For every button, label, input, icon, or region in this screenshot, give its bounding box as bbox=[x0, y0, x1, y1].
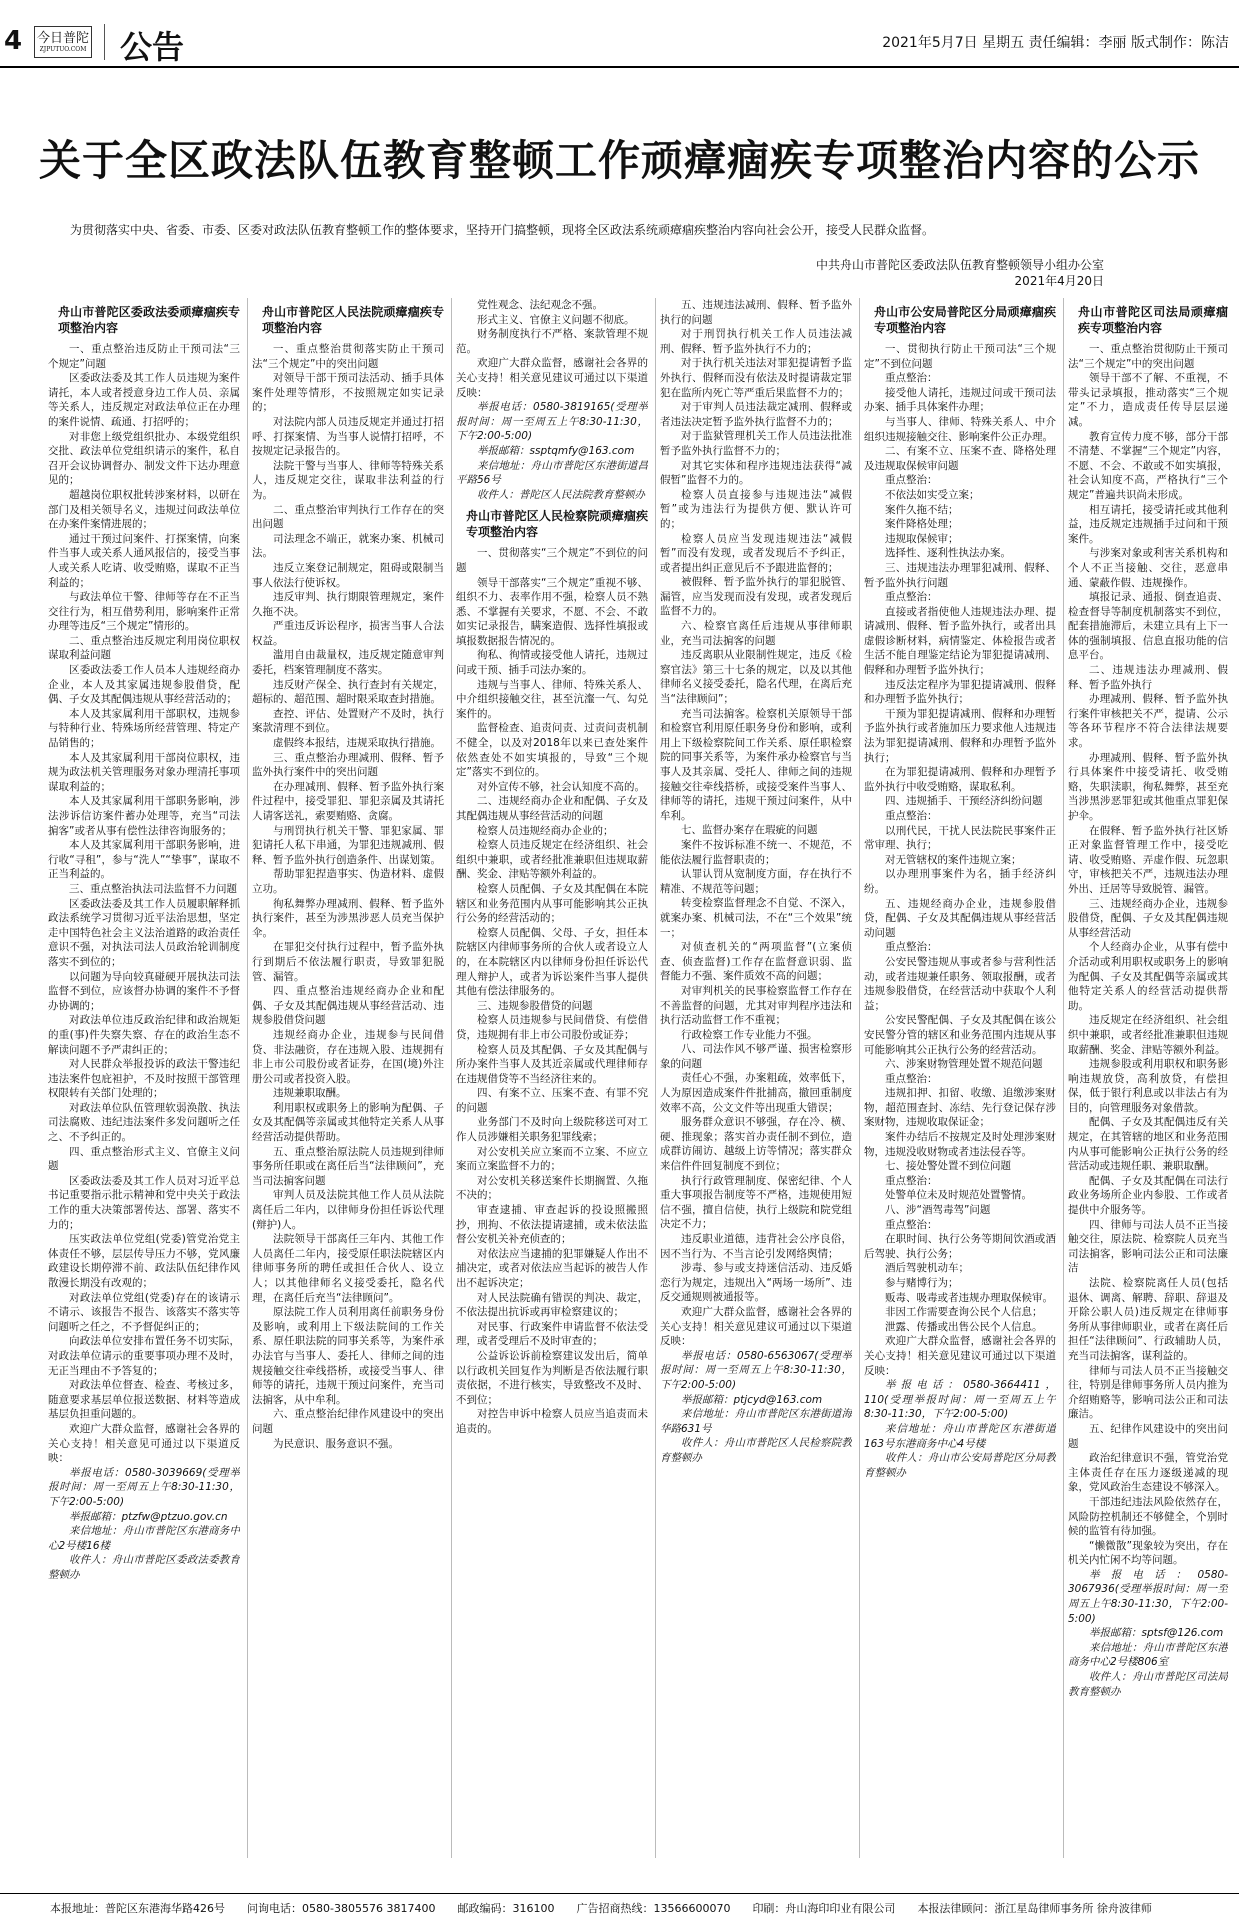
paragraph: 三、重点整治办理减刑、假释、暂予监外执行案件中的突出问题 bbox=[252, 751, 444, 779]
contact-line: 收件人：舟山市普陀区人民检察院教育整顿办 bbox=[660, 1437, 852, 1464]
paragraph: 律师与司法人员不正当接触交往，特别是律师事务所人员内推为介绍贿赂等，影响司法公正和司法廉洁。 bbox=[1068, 1364, 1228, 1421]
paragraph: 对公安机关应立案而不立案、不应立案而立案监督不力的； bbox=[456, 1145, 648, 1173]
paragraph: 被假释、暂予监外执行的罪犯脱管、漏管，应当发现而没有发现，或者发现后监督不力的。 bbox=[660, 576, 852, 618]
paragraph: 区委政法委及其工作人员违规为案件请托，本人或者授意身边工作人员、亲属等关系人，违反规定对政法单位正在办理的案件说情、疏通、打招呼的； bbox=[48, 372, 240, 428]
paragraph: 接受他人请托，违规过问或干预司法办案、插手具体案件办理； bbox=[864, 386, 1056, 414]
paragraph: 直接或者指使他人违规违法办理、提请减刑、假释、暂予监外执行，或者出具虚假诊断材料，病情鉴定、体检报告或者生活不能自理鉴定结论为罪犯提请减刑、假释和办理暂予监外执行； bbox=[864, 605, 1056, 677]
paragraph: 干预为罪犯提请减刑、假释和办理暂予监外执行或者施加压力要求他人违规违法为罪犯提请减刑、假释和办理暂予监外执行； bbox=[864, 707, 1056, 764]
paragraph: 重点整治： bbox=[885, 941, 938, 954]
paragraph: 选择性、逐利性执法办案。 bbox=[885, 547, 1011, 560]
paragraph: 检察人员直接参与违规违法“减假暂”或为违法行为提供方便、默认许可的； bbox=[660, 488, 852, 530]
paragraph: 二、重点整治审判执行工作存在的突出问题 bbox=[252, 503, 444, 531]
paragraph: 区委政法委及其工作人员对习近平总书记重要指示批示精神和党中央关于政法工作的重大决策部署传达、部署、落实不力的； bbox=[48, 1174, 240, 1231]
paragraph: 一、重点整治贯彻落实防止干预司法“三个规定”中的突出问题 bbox=[252, 343, 444, 370]
paragraph: 行政检察工作专业能力不强。 bbox=[681, 1028, 818, 1041]
paragraph: 对于执行机关违法对罪犯提请暂予监外执行、假释而没有依法及时提请裁定罪犯在监所内死亡等严重后果监督不力的； bbox=[660, 357, 852, 399]
paragraph: 三、违规违法办理罪犯减刑、假释、暂予监外执行问题 bbox=[864, 561, 1056, 589]
paragraph: 重点整治： bbox=[885, 1072, 938, 1085]
paragraph: 违规参股或利用职权和职务影响违规放贷，高利放贷，有偿担保，低于银行利息或以非法占有为目的，向管理服务对象借款。 bbox=[1068, 1058, 1228, 1114]
paragraph: 一、贯彻执行防止干预司法“三个规定”不到位问题 bbox=[864, 343, 1056, 370]
paragraph: 在罪犯交付执行过程中，暂予监外执行到期后不依法履行职责，导致罪犯脱管、漏管。 bbox=[252, 941, 444, 983]
paragraph: 办理减刑、假释、暂予监外执行具体案件中接受请托、收受贿赂，失职渎职，徇私舞弊，甚至充当涉黑涉恶罪犯或其他重点罪犯保护伞。 bbox=[1068, 751, 1228, 822]
paragraph: 为民意识、服务意识不强。 bbox=[273, 1437, 399, 1450]
paragraph: 六、重点整治纪律作风建设中的突出问题 bbox=[252, 1408, 444, 1435]
paragraph: 二、违规违法办理减刑、假释、暂予监外执行 bbox=[1068, 664, 1228, 691]
paragraph: 四、重点整治违规经商办企业和配偶、子女及其配偶违规从事经营活动、违规参股借贷问题 bbox=[252, 985, 444, 1027]
paragraph: 五、纪律作风建设中的突出问题 bbox=[1068, 1422, 1228, 1450]
paragraph: 对政法单位违反政治纪律和政治规矩的重(事)件失察失察、存在的政治生态不解读问题不予严肃纠正的； bbox=[48, 1014, 240, 1056]
paragraph: 党性观念、法纪观念不强。 bbox=[477, 299, 603, 311]
paragraph: 重点整治： bbox=[885, 474, 938, 487]
paragraph: 与刑罚执行机关干警、罪犯家属、罪犯请托人私下串通，为罪犯违规减刑、假释、暂予监外执行创造条件、出谋划策。 bbox=[252, 824, 444, 866]
paragraph: 业务部门不及时向上级院移送可对工作人员涉嫌相关职务犯罪线索； bbox=[456, 1116, 648, 1144]
paragraph: 欢迎广大群众监督，感谢社会各界的关心支持！相关意见建议可通过以下渠道反映： bbox=[864, 1335, 1056, 1377]
paragraph: 通过干预过问案件、打探案情，向案件当事人或关系人通风报信的，接受当事人或关系人吃请、收受贿赂，谋取不正当利益的； bbox=[48, 532, 240, 589]
paragraph: 欢迎广大群众监督，感谢社会各界的关心支持！相关意见建议可通过以下渠道反映： bbox=[660, 1305, 852, 1348]
paragraph: 法院、检察院离任人员(包括退休、调离、解聘、辞职、辞退及开除公职人员)违反规定在律师事务所从事律师职业，或者在离任后担任“法律顾问”、行政辅助人员，充当司法掮客，谋利益的。 bbox=[1068, 1277, 1228, 1362]
paragraph: 三、违规经商办企业，违规参股借贷，配偶、子女及其配偶违规从事经营活动 bbox=[1068, 897, 1228, 939]
paragraph: 转变检察监督理念不自觉、不深入，就案办案、机械司法，不在“三个效果”统一； bbox=[660, 897, 852, 939]
paragraph: 四、律师与司法人员不正当接触交往，原法院、检察院人员充当司法掮客，影响司法公正和司法廉洁 bbox=[1068, 1218, 1228, 1275]
paragraph: 区委政法委工作人员本人违规经商办企业，本人及其家属违规参股借贷，配偶、子女及其配偶违规从事经营活动的； bbox=[48, 664, 240, 706]
contact-line: 举报电话：0580-6563067(受理举报时间：周一至周五上午8:30-11:30，下午2:00-5:00) bbox=[660, 1349, 852, 1391]
paragraph: 四、违规插手、干预经济纠纷问题 bbox=[885, 795, 1043, 808]
paragraph: 一、重点整治贯彻防止干预司法“三个规定”中的突出问题 bbox=[1068, 343, 1228, 370]
paragraph: 案件久拖不结； bbox=[885, 503, 959, 516]
paragraph: 处警单位未及时规范处置警情。 bbox=[885, 1189, 1032, 1202]
contact-line: 来信地址：舟山市普陀区东港街道昌平路56号 bbox=[456, 459, 648, 487]
paragraph: 八、涉“酒驾毒驾”问题 bbox=[885, 1204, 991, 1217]
header-divider bbox=[104, 24, 105, 60]
paragraph: 服务群众意识不够强，存在冷、横、硬、推现象；落实首办责任制不到位，造成群访闹访、越级上访等情况；落实群众来信件件回复制度不到位； bbox=[660, 1116, 852, 1173]
paragraph: 对控告申诉中检察人员应当追责而未追责的。 bbox=[456, 1408, 648, 1435]
paragraph: 公安民警配偶、子女及其配偶在该公安民警分管的辖区和业务范围内违规从事可能影响其公正执行公务的经营活动。 bbox=[864, 1014, 1056, 1056]
paragraph: 相互请托，接受请托或其他利益，违反规定违规插手过问和干预案件。 bbox=[1068, 503, 1228, 545]
article-intro: 为贯彻落实中央、省委、市委、区委对政法队伍教育整顿工作的整体要求，坚持开门搞整顿，现将全区政法系统顽瘴痼疾整治内容向社会公开，接受人民群众监督。 bbox=[70, 223, 935, 237]
column-divider bbox=[655, 298, 656, 1858]
paragraph: 原法院工作人员利用离任前职务身份及影响，或利用上下级法院间的工作关系、原任职法院的同事关系等，为案件承办法官与当事人、委托人、律师之间的违规接触交往牵线搭桥，或接受当事人、律师等的请托，违规干预过问案件，充当司法掮客，从中牟利。 bbox=[252, 1306, 444, 1406]
paragraph: 对非您上级党组织批办、本级党组织交批、政法单位党组织请示的案件，私自召开会议协调督办、制发文件下达办理意见的； bbox=[48, 430, 240, 487]
contact-line: 举报邮箱：ssptqmfy@163.com bbox=[477, 444, 635, 457]
paragraph: 利用职权或职务上的影响为配偶、子女及其配偶等亲属或其他特定关系人从事经营活动提供帮助。 bbox=[252, 1101, 444, 1144]
column-divider bbox=[859, 298, 860, 1858]
paragraph: 欢迎广大群众监督，感谢社会各界的关心支持！相关意见可通过以下渠道反映： bbox=[48, 1422, 240, 1465]
footer-item: 问询电话：0580-3805576 3817400 bbox=[247, 1902, 436, 1915]
paragraph: 检察人员违规经商办企业的； bbox=[477, 824, 614, 837]
paragraph: 责任心不强，办案粗疏，效率低下，人为原因造成案件件批捕高，撤回重制度效率不高，公文文件等出现重大错误； bbox=[660, 1072, 852, 1114]
paragraph: 执行行政管理制度、保密纪律、个人重大事项报告制度等不严格，违规使用短信不强，擅自信使，执行上级院和院党组决定不力； bbox=[660, 1174, 852, 1231]
paragraph: 政治纪律意识不强，管党治党主体责任存在压力逐级递减的现象，党风政治生态建设不够深入。 bbox=[1068, 1452, 1228, 1494]
paragraph: 法院领导干部离任三年内、其他工作人员离任二年内，接受原任职法院辖区内律师事务所的聘任或担任合伙人、设立人；以其他律师名义接受委托，隐名代理，在离任后充当“法律顾问”。 bbox=[252, 1233, 444, 1304]
column-1 bbox=[48, 298, 240, 1858]
paragraph: 重点整治： bbox=[885, 1218, 938, 1231]
contact-line: 举报电话：0580-3664411，110(受理举报时间：周一至周五上午8:30-11:30，下午2:00-5:00) bbox=[864, 1379, 1056, 1421]
paragraph: 填报记录、通报、倒查追责、检查督导等制度机制落实不到位，配套措施滞后，未建立具有上下一体的强制填报、信息直报功能的信息平台。 bbox=[1068, 591, 1228, 662]
contact-line: 举报邮箱：sptsf@126.com bbox=[1089, 1627, 1224, 1640]
paragraph: 对无管辖权的案件违规立案； bbox=[885, 853, 1022, 866]
logo-url: ZJPUTUO.COM bbox=[39, 46, 87, 53]
column-divider bbox=[1063, 298, 1064, 1858]
paragraph: 酒后驾驶机动车； bbox=[885, 1262, 969, 1275]
contact-line: 来信地址：舟山市普陀区东港商务中心2号楼806室 bbox=[1068, 1641, 1228, 1669]
column-divider bbox=[451, 298, 452, 1858]
paragraph: 案件不按诉标准不统一、不规范，不能依法履行监督职责的； bbox=[660, 838, 852, 866]
paragraph: 对依法应当逮捕的犯罪嫌疑人作出不捕决定，或者对依法应当起诉的被告人作出不起诉决定； bbox=[456, 1247, 648, 1289]
paragraph: 对政法单位督查、检查、考核过多，随意要求基层单位报送数据、材料等造成基层负担重问题的。 bbox=[48, 1379, 240, 1421]
column-divider bbox=[247, 298, 248, 1858]
contact-line: 举报电话：0580-3067936(受理举报时间：周一至周五上午8:30-11:30，下午2:00-5:00) bbox=[1068, 1568, 1228, 1625]
article-title: 关于全区政法队伍教育整顿工作顽瘴痼疾专项整治内容的公示 bbox=[38, 136, 1200, 185]
paragraph: 违规取保候审； bbox=[885, 532, 959, 545]
paragraph: 七、监督办案存在瑕疵的问题 bbox=[681, 824, 818, 837]
header-rule bbox=[0, 66, 1239, 68]
paragraph: 在为罪犯提请减刑、假释和办理暂予监外执行中收受贿赂，谋取私利。 bbox=[864, 766, 1056, 793]
contact-line: 收件人：舟山市普陀区委政法委教育整顿办 bbox=[48, 1554, 240, 1581]
paragraph: “懒微散”现象较为突出，存在机关内忙闲不均等问题。 bbox=[1068, 1539, 1228, 1567]
paragraph: 以办理刑事案件为名，插手经济纠纷。 bbox=[864, 868, 1056, 895]
paragraph: 对民事、行政案件申请监督不依法受理，或者受理后不及时审查的； bbox=[456, 1320, 648, 1348]
paragraph: 公安民警违规从事或者参与营利性活动，或者违规兼任职务、领取报酬，或者违规参股借贷，在经营活动中获取个人利益； bbox=[864, 955, 1056, 1012]
paragraph: 二、重点整治违反规定利用岗位职权谋取利益问题 bbox=[48, 634, 240, 662]
paragraph: 以问题为导向较真碰硬开展执法司法监督不到位，应该督办协调的案件不予督办协调的； bbox=[48, 970, 240, 1012]
paragraph: 在假释、暂予监外执行社区矫正对象监督管理工作中，接受吃请、收受贿赂、弄虚作假、玩忽职守，审核把关不严，违规违法办理外出、迁居等导致脱管、漏管。 bbox=[1068, 824, 1228, 895]
paragraph: 配偶、子女及其配偶在司法行政业务场所企业内参股、工作或者提供中介服务等。 bbox=[1068, 1174, 1228, 1217]
footer-item: 本报地址：普陀区东港海华路426号 bbox=[50, 1902, 225, 1915]
paragraph: 与政法单位干警、律师等存在不正当交往行为，相互借势利用，影响案件正常办理等违反“三个规定”情形的。 bbox=[48, 591, 240, 633]
paragraph: 对人民群众举报投诉的政法干警违纪违法案件包庇袒护，不及时按照干部管理权限转有关部门处理的； bbox=[48, 1058, 240, 1100]
paragraph: 检察人员及其配偶、子女及其配偶与所办案件当事人及其近亲属或代理律师存在违规借贷等不当经济往来的。 bbox=[456, 1043, 648, 1085]
paragraph: 对于监狱管理机关工作人员违法批准暂予监外执行监督不力的； bbox=[660, 430, 852, 457]
paragraph: 严重违反诉讼程序，损害当事人合法权益。 bbox=[252, 620, 444, 647]
paragraph: 对于刑罚执行机关工作人员违法减刑、假释、暂予监外执行不力的； bbox=[660, 328, 852, 355]
paragraph: 对于审判人员违法裁定减刑、假释或者违法决定暂予监外执行监督不力的； bbox=[660, 401, 852, 428]
contact-line: 收件人：舟山市普陀区司法局教育整顿办 bbox=[1068, 1671, 1228, 1698]
paragraph: 向政法单位安排布置任务不切实际，对政法单位请示的重要事项办理不及时，无正当理由不予答复的； bbox=[48, 1335, 240, 1377]
paragraph: 领导干部落实“三个规定”重视不够、组织不力、表率作用不强，检察人员不熟悉、不掌握有关要求，不愿、不会、不敢如实记录报告，瞒案造假、选择性填报或填报数据报告情况的。 bbox=[456, 576, 648, 647]
footer-item: 广告招商热线：13566600070 bbox=[576, 1902, 731, 1915]
column-3 bbox=[456, 298, 648, 1858]
paragraph: 违反审判、执行期限管理规定，案件久拖不决。 bbox=[252, 591, 444, 618]
paragraph: 不依法如实受立案； bbox=[885, 488, 980, 501]
paragraph: 五、重点整治原法院人员违规到律师事务所任职或在离任后当“法律顾问”，充当司法掮客问题 bbox=[252, 1145, 444, 1187]
paragraph: 违规兼职取酬。 bbox=[273, 1087, 347, 1100]
paragraph: 干部违纪违法风险依然存在，风险防控机制还不够健全，个别时候的监管有待加强。 bbox=[1068, 1495, 1228, 1538]
section-heading: 舟山市普陀区人民检察院顽瘴痼疾专项整治内容 bbox=[466, 509, 648, 540]
footer-item: 本报法律顾问：浙江星岛律师事务所 徐舟波律师 bbox=[917, 1902, 1152, 1915]
section-name: 公告 bbox=[120, 28, 185, 66]
paragraph: 重点整治： bbox=[885, 1174, 938, 1187]
paragraph: 七、接处警处置不到位问题 bbox=[885, 1160, 1011, 1173]
section-heading: 舟山市普陀区人民法院顽瘴痼疾专项整治内容 bbox=[262, 305, 444, 335]
paragraph: 一、重点整治违反防止干预司法“三个规定”问题 bbox=[48, 343, 240, 370]
section-heading: 舟山市普陀区司法局顽瘴痼疾专项整治内容 bbox=[1078, 305, 1228, 335]
paragraph: 违反规定在经济组织、社会组织中兼职，或者经批准兼职但违规取薪酬、奖金、津贴等额外利益。 bbox=[1068, 1014, 1228, 1056]
contact-line: 来信地址：舟山市普陀区东港街道163号东港商务中心4号楼 bbox=[864, 1422, 1056, 1450]
paragraph: 六、涉案财物管理处置不规范问题 bbox=[885, 1058, 1043, 1071]
paragraph: 重点整治： bbox=[885, 810, 938, 822]
paragraph: 泄露、传播或出售公民个人信息。 bbox=[885, 1320, 1043, 1333]
paragraph: 违反立案登记制规定，阻碍或限制当事人依法行使诉权。 bbox=[252, 561, 444, 589]
paragraph: 徇私舞弊办理减刑、假释、暂予监外执行案件，甚至为涉黑涉恶人员充当保护伞。 bbox=[252, 897, 444, 939]
contact-line: 举报电话：0580-3819165(受理举报时间：周一至周五上午8:30-11:30，下午2:00-5:00) bbox=[456, 401, 648, 443]
paragraph: 违规与当事人、律师、特殊关系人、中介组织接触交往，甚至沆瀣一气、勾兑案件的。 bbox=[456, 678, 648, 720]
paragraph: 三、重点整治执法司法监督不力问题 bbox=[69, 882, 237, 895]
paragraph: 四、重点整治形式主义、官僚主义问题 bbox=[48, 1145, 240, 1173]
paragraph: 重点整治： bbox=[885, 372, 938, 385]
newspaper-logo bbox=[34, 26, 92, 58]
paragraph: 违规经商办企业，违规参与民间借贷、非法融资，存在违规入股、违规拥有非上市公司股份或者证券，在国(境)外注册公司或者投资入股。 bbox=[252, 1028, 444, 1085]
paragraph: 五、违规违法减刑、假释、暂予监外执行的问题 bbox=[660, 299, 852, 326]
paragraph: 滥用自由裁量权，违反规定随意审判委托，档案管理制度不落实。 bbox=[252, 649, 444, 677]
paragraph: 本人及其家属利用干部岗位职权，违规为政法机关管理服务对象办理清托事项谋取利益的； bbox=[48, 751, 240, 793]
paragraph: 形式主义、官僚主义问题不彻底。 bbox=[477, 313, 635, 326]
paragraph: 二、有案不立、压案不查、降格处理及违规取保候审问题 bbox=[864, 445, 1056, 472]
paragraph: 检察人员违规参与民间借贷、有偿借贷，违规拥有非上市公司股份或证券； bbox=[456, 1014, 648, 1041]
column-2 bbox=[252, 298, 444, 1858]
paragraph: 与当事人、律师、特殊关系人、中介组织违规接触交往、影响案件公正办理。 bbox=[864, 415, 1056, 443]
paragraph: 审判人员及法院其他工作人员从法院离任后二年内，以律师身份担任诉讼代理(辩护)人。 bbox=[252, 1189, 444, 1231]
paragraph: 帮助罪犯捏造事实、伪造材料、虚假立功。 bbox=[252, 868, 444, 895]
paragraph: 以刑代民，干扰人民法院民事案件正常审理、执行； bbox=[864, 824, 1056, 852]
paragraph: 对政法单位党组(党委)存在的该请示不请示、该报告不报告、该落实不落实等问题听之任之，不予督促纠正的； bbox=[48, 1291, 240, 1333]
footer-item: 邮政编码：316100 bbox=[457, 1902, 555, 1915]
paragraph: 检察人员应当发现违规违法“减假暂”而没有发现，或者发现后不予纠正，或者提出纠正意见后不予跟进监督的； bbox=[660, 532, 852, 574]
paragraph: 对外宣传不够，社会认知度不高的。 bbox=[477, 780, 645, 793]
paragraph: 非因工作需要查询公民个人信息； bbox=[885, 1306, 1043, 1319]
paragraph: 二、违规经商办企业和配偶、子女及其配偶违规从事经营活动的问题 bbox=[456, 795, 648, 822]
paragraph: 案件降格处理； bbox=[885, 518, 959, 531]
paragraph: 对审判机关的民事检察监督工作存在不善监督的问题，尤其对审判程序违法和执行活动监督工作不重视； bbox=[660, 984, 852, 1027]
paragraph: 对领导干部干预司法活动、插手具体案件处理等情形，不按照规定如实记录的； bbox=[252, 372, 444, 414]
paragraph: 六、检察官离任后违规从事律师职业，充当司法掮客的问题 bbox=[660, 620, 852, 647]
paragraph: 对公安机关移送案件长期搁置、久拖不决的； bbox=[456, 1174, 648, 1202]
paragraph: 个人经商办企业，从事有偿中介活动或利用职权或职务上的影响为配偶、子女及其配偶等亲属或其他特定关系人的经营活动提供帮助。 bbox=[1068, 941, 1228, 1012]
paragraph: 在职时间、执行公务等期间饮酒或酒后驾驶、执行公务； bbox=[864, 1233, 1056, 1260]
paragraph: 在办理减刑、假释、暂予监外执行案件过程中，接受罪犯、罪犯亲属及其请托人请客送礼，索要贿赂、贪腐。 bbox=[252, 780, 444, 822]
paragraph: 本人及其家属利用干部职务影响，进行收“寻租”，参与“洗人”“挚事”，谋取不正当利益的。 bbox=[48, 839, 240, 881]
contact-line: 举报邮箱：ptjcyd@163.com bbox=[681, 1393, 823, 1406]
paragraph: 八、司法作风不够严谨、损害检察形象的问题 bbox=[660, 1043, 852, 1070]
contact-line: 来信地址：舟山市普陀区东港街道海华路631号 bbox=[660, 1408, 852, 1435]
paragraph: 压实政法单位党组(党委)管党治党主体责任不够，层层传导压力不够，党风廉政建设长期停滞不前、政法队伍纪律作风散漫长期没有改观的； bbox=[48, 1233, 240, 1289]
paragraph: 公益诉讼诉前检察建议发出后，简单以行政机关回复作为判断是否依法履行职责依据，不进行核实，导致整改不及时、不到位； bbox=[456, 1349, 648, 1406]
section-heading: 舟山市普陀区委政法委顽瘴痼疾专项整治内容 bbox=[58, 305, 240, 335]
contact-line: 举报邮箱：ptzfw@ptzuo.gov.cn bbox=[69, 1510, 228, 1523]
paragraph: 四、有案不立、压案不查、有罪不究的问题 bbox=[456, 1087, 648, 1114]
contact-line: 来信地址：舟山市普陀区东港商务中心2号楼16楼 bbox=[48, 1525, 240, 1552]
footer-item: 印刷：舟山海印印业有限公司 bbox=[752, 1902, 896, 1915]
logo-text: 今日普陀 bbox=[36, 31, 89, 46]
paragraph: 认罪认罚从宽制度方面，存在执行不精准、不规范等问题； bbox=[660, 868, 852, 895]
paragraph: 超越岗位职权批转涉案材料，以研在部门及相关领导名义，违规过问政法单位在办案件案情进展的； bbox=[48, 488, 240, 531]
paragraph: 五、违规经商办企业，违规参股借贷，配偶、子女及其配偶违规从事经营活动问题 bbox=[864, 897, 1056, 939]
paragraph: 检察人员配偶、父母、子女，担任本院辖区内律师事务所的合伙人或者设立人的，在本院辖区内以律师身份担任诉讼代理人辩护人，或者为诉讼案件当事人提供其他有偿法律服务的。 bbox=[456, 926, 648, 998]
paragraph: 领导干部不了解、不重视，不带头记录填报，推动落实“三个规定”不力，造成责任传导层层递减。 bbox=[1068, 372, 1228, 428]
paragraph: 三、违规参股借贷的问题 bbox=[477, 999, 593, 1012]
paragraph: 检察人员违反规定在经济组织、社会组织中兼职，或者经批准兼职但违规取薪酬、奖金、津贴等额外利益的。 bbox=[456, 839, 648, 881]
paragraph: 审查逮捕、审查起诉的投设照搬照抄，刑拘、不依法提请逮捕，或未依法监督公安机关补充侦查的； bbox=[456, 1204, 648, 1246]
paragraph: 本人及其家属利用干部职权，违规参与特种行业、特殊场所经营管理、特定产品销售的； bbox=[48, 707, 240, 750]
contact-line: 收件人：舟山市公安局普陀区分局教育整顿办 bbox=[864, 1452, 1056, 1479]
paragraph: 欢迎广大群众监督，感谢社会各界的关心支持！相关意见建议可通过以下渠道反映： bbox=[456, 357, 648, 399]
paragraph: 对其它实体和程序违规违法获得“减假暂”监督不力的。 bbox=[660, 459, 852, 487]
footer-rule bbox=[0, 1893, 1239, 1894]
page-header bbox=[0, 0, 1239, 72]
contact-line: 收件人：普陀区人民法院教育整顿办 bbox=[477, 488, 645, 501]
dateline: 2021年5月7日 星期五 责任编辑：李丽 版式制作：陈洁 bbox=[882, 35, 1229, 51]
signature-org: 中共舟山市普陀区委政法队伍教育整顿领导小组办公室 bbox=[815, 258, 1104, 272]
column-5 bbox=[864, 298, 1056, 1858]
paragraph: 案件办结后不按规定及时处理涉案财物，违规没收财物或者违法侵吞等。 bbox=[864, 1131, 1056, 1158]
paragraph: 财务制度执行不严格、案款管理不规范。 bbox=[456, 328, 648, 355]
paragraph: 一、贯彻落实“三个规定”不到位的问题 bbox=[456, 547, 648, 574]
paragraph: 违反离职从业限制性规定，违反《检察官法》第三十七条的规定，以及以其他律师名义接受委托，隐名代理，在离后充当“法律顾问”； bbox=[660, 649, 852, 706]
paragraph: 违反财产保全、执行查封有关规定，超标的、超范围、超时限采取查封措施。 bbox=[252, 678, 444, 706]
paragraph: 违反法定程序为罪犯提请减刑、假释和办理暂予监外执行； bbox=[864, 678, 1056, 706]
paragraph: 办理减刑、假释、暂予监外执行案件审核把关不严，提请、公示等各环节程序不符合法律法规要求。 bbox=[1068, 693, 1228, 750]
paragraph: 对政法单位队伍管理软弱涣散、执法司法腐败、违纪违法案件多发问题听之任之、不予纠正的。 bbox=[48, 1101, 240, 1144]
paragraph: 贩毒、吸毒或者违规办理取保候审。 bbox=[885, 1291, 1053, 1304]
paragraph: 涉毒、参与或支持迷信活动、违反婚恋行为规定，违规出入“两场一场所”、违反交通规则被通报等。 bbox=[660, 1262, 852, 1304]
column-6 bbox=[1068, 298, 1228, 1858]
paragraph: 查控、评估、处置财产不及时，执行案款清理不到位。 bbox=[252, 707, 444, 735]
signature-date: 2021年4月20日 bbox=[1014, 274, 1104, 288]
page-footer bbox=[50, 1900, 1230, 1916]
paragraph: 对人民法院确有错误的判决、裁定，不依法提出抗诉或再审检察建议的； bbox=[456, 1291, 648, 1319]
paragraph: 法院干警与当事人、律师等特殊关系人，违反规定交往，谋取非法利益的行为。 bbox=[252, 459, 444, 501]
paragraph: 区委政法委及其工作人员履职解释抓政法系统学习贯彻习近平法治思想，坚定走中国特色社会主义法治道路的政治责任意识不强，对执法司法人员政治轮训制度落实不到位的； bbox=[48, 897, 240, 968]
paragraph: 违规扣押、扣留、收缴、追缴涉案财物，超范围查封、冻结、先行登记保存涉案财物，违规收取保证金； bbox=[864, 1087, 1056, 1129]
paragraph: 徇私、徇情或接受他人请托，违规过问或干预、插手司法办案的。 bbox=[456, 649, 648, 677]
column-4 bbox=[660, 298, 852, 1858]
paragraph: 违反职业道德，违背社会公序良俗，因不当行为、不当言论引发网络舆情； bbox=[660, 1233, 852, 1260]
contact-line: 举报电话：0580-3039669(受理举报时间：周一至周五上午8:30-11:30，下午2:00-5:00) bbox=[48, 1466, 240, 1508]
paragraph: 对侦查机关的“两项监督”(立案侦查、侦查监督)工作存在监督意识弱、监督能力不强、案件质效不高的问题； bbox=[660, 941, 852, 983]
paragraph: 与涉案对象或利害关系机构和个人不正当接触、交往，恶意串通、蒙蔽作假、违规操作。 bbox=[1068, 547, 1228, 589]
paragraph: 配偶、子女及其配偶违反有关规定，在其管辖的地区和业务范围内从事可能影响公正执行公务的经营活动或违规任职、兼职取酬。 bbox=[1068, 1116, 1228, 1173]
paragraph: 监督检查、追责问责、过责问责机制不健全，以及对2018年以来已查处案件依然查处不如实填报的，导致“三个规定”落实不到位的。 bbox=[456, 722, 648, 779]
paragraph: 参与赌博行为； bbox=[885, 1277, 959, 1289]
paragraph: 虚假终本报结，违规采取执行措施。 bbox=[273, 737, 441, 750]
page-number: 4 bbox=[4, 26, 23, 56]
paragraph: 重点整治： bbox=[885, 591, 938, 604]
paragraph: 对法院内部人员违反规定并通过打招呼、打探案情、为当事人说情打招呼，不按规定记录报告的。 bbox=[252, 415, 444, 458]
paragraph: 本人及其家属利用干部职务影响，涉法涉诉信访案件蓄办处理等，充当“司法掮客”或者从事有偿性法律咨询服务的； bbox=[48, 795, 240, 837]
paragraph: 充当司法掮客。检察机关原领导干部和检察官利用原任职务身份和影响，或利用上下级检察院间工作关系、原任职检察院的同事关系等，为案件承办检察官与当事人及其亲属、受托人、律师之间的违规接触交往牵线搭桥，或接受案件当事人、律师等的请托，违规干预过问案件，从中牟利。 bbox=[660, 707, 852, 822]
paragraph: 检察人员配偶、子女及其配偶在本院辖区和业务范围内从事可能影响其公正执行公务的经营活动的； bbox=[456, 882, 648, 925]
section-heading: 舟山市公安局普陀区分局顽瘴痼疾专项整治内容 bbox=[874, 305, 1056, 335]
paragraph: 教育宣传力度不够，部分干部不清楚、不掌握“三个规定”内容，不愿、不会、不敢或不如实填报，社会认知度不高，严格执行“三个规定”普遍共识尚未形成。 bbox=[1068, 430, 1228, 501]
paragraph: 司法理念不端正，就案办案、机械司法。 bbox=[252, 532, 444, 560]
